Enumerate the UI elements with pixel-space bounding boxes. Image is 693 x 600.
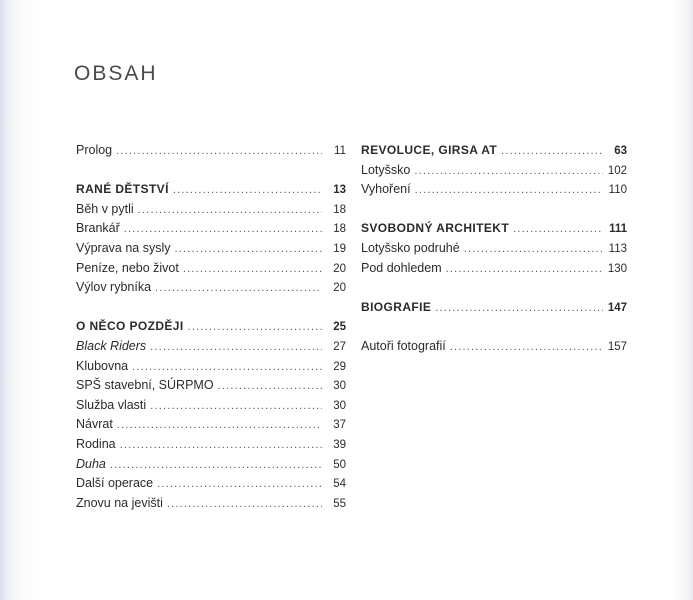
toc-page-number: 102: [607, 164, 627, 177]
toc-entry: [76, 202, 346, 222]
dot-leader: [218, 380, 322, 392]
toc-entry-title: Vyhoření: [361, 182, 411, 197]
toc-page-number: 50: [333, 458, 346, 471]
toc-entry: [361, 182, 627, 202]
toc-page-number: 130: [607, 262, 627, 275]
section-spacer: [361, 319, 627, 339]
toc-entry-title: RANÉ DĚTSTVÍ: [76, 182, 169, 197]
toc-entry: [76, 457, 346, 477]
toc-page-number: 63: [614, 145, 627, 157]
toc-entry: [76, 476, 346, 496]
dot-leader: [110, 459, 322, 471]
dot-leader: [501, 145, 603, 157]
toc-entry-title: REVOLUCE, GIRSA AT: [361, 143, 498, 157]
dot-leader: [132, 361, 322, 373]
dot-leader: [150, 400, 322, 412]
page-title: OBSAH: [74, 62, 158, 85]
toc-entry-title: Služba vlasti: [76, 397, 147, 412]
toc-entry: [76, 437, 346, 457]
toc-section-heading: [361, 300, 627, 320]
dot-leader: [157, 478, 322, 490]
dot-leader: [120, 439, 322, 451]
toc-entry-title: Lotyšsko: [361, 162, 411, 177]
toc-page-number: 110: [608, 184, 627, 197]
dot-leader: [414, 165, 603, 177]
toc-page-number: 27: [333, 340, 346, 353]
toc-entry-title: Výlov rybníka: [76, 280, 152, 295]
toc-entry-title: Výprava na sysly: [76, 240, 171, 255]
dot-leader: [435, 302, 603, 314]
section-spacer: [76, 300, 346, 320]
toc-entry-title: Peníze, nebo život: [76, 260, 179, 275]
dot-leader: [450, 341, 603, 353]
toc-page-number: 39: [333, 438, 346, 451]
toc-entry: [76, 241, 346, 261]
toc-entry-title: Black Riders: [76, 338, 147, 353]
toc-page-number: 111: [609, 223, 627, 236]
toc-entry-title: SVOBODNÝ ARCHITEKT: [361, 221, 510, 236]
toc-entry: [76, 496, 346, 516]
toc-page-number: 113: [608, 242, 627, 255]
dot-leader: [183, 263, 322, 275]
toc-entry-title: Pod dohledem: [361, 260, 442, 275]
toc-page-number: 29: [333, 360, 346, 373]
toc-entry-title: Duha: [76, 456, 106, 471]
toc-page-number: 13: [333, 184, 346, 197]
toc-page-number: 20: [333, 262, 346, 275]
toc-entry: [76, 417, 346, 437]
toc-page-number: 18: [333, 203, 346, 216]
toc-entry-title: Lotyšsko podruhé: [361, 240, 460, 255]
toc-entry: [361, 241, 627, 261]
toc-entry: [76, 221, 346, 241]
dot-leader: [155, 282, 322, 294]
dot-leader: [173, 184, 322, 196]
toc-page-number: 157: [607, 340, 627, 353]
toc-entry-title: Klubovna: [76, 358, 129, 373]
dot-leader: [116, 145, 322, 157]
toc-entry: [76, 359, 346, 379]
dot-leader: [124, 223, 322, 235]
toc-entry: [76, 261, 346, 281]
toc-entry: [76, 280, 346, 300]
toc-page-number: 11: [334, 145, 346, 157]
toc-entry: [76, 398, 346, 418]
toc-page-number: 30: [333, 399, 346, 412]
toc-entry: [76, 339, 346, 359]
toc-entry-title: Prolog: [76, 143, 113, 157]
toc-section-heading: [361, 143, 627, 163]
toc-entry: [361, 163, 627, 183]
toc-entry-title: Běh v pytli: [76, 201, 134, 216]
dot-leader: [167, 498, 322, 510]
section-spacer: [76, 163, 346, 183]
dot-leader: [446, 263, 603, 275]
dot-leader: [415, 184, 603, 196]
toc-entry-title: Brankář: [76, 221, 120, 236]
toc-entry-title: SPŠ stavební, SÚRPMO: [76, 378, 214, 393]
toc-page-number: 19: [333, 242, 346, 255]
toc-entry: [361, 339, 627, 359]
toc-page-number: 37: [333, 419, 346, 432]
toc-page-number: 55: [333, 497, 346, 510]
toc-page-number: 18: [333, 223, 346, 236]
toc-entry-title: Rodina: [76, 436, 116, 451]
dot-leader: [138, 204, 322, 216]
toc-entry-title: Návrat: [76, 417, 113, 432]
toc-entry: [361, 261, 627, 281]
toc-page-number: 30: [333, 380, 346, 393]
toc-page-number: 25: [333, 321, 346, 334]
toc-section-heading: [76, 319, 346, 339]
dot-leader: [513, 223, 603, 235]
toc-entry-title: O NĚCO POZDĚJI: [76, 319, 184, 334]
toc-entry-title: Autoři fotografií: [361, 338, 446, 353]
toc-entry-title: Znovu na jevišti: [76, 495, 163, 510]
dot-leader: [174, 243, 322, 255]
toc-page-number: 20: [333, 282, 346, 295]
dot-leader: [188, 321, 322, 333]
toc-page-number: 147: [607, 301, 627, 314]
section-spacer: [361, 202, 627, 222]
toc-entry: [76, 143, 346, 163]
section-spacer: [361, 280, 627, 300]
toc-entry-title: Další operace: [76, 476, 154, 491]
toc-section-heading: [76, 182, 346, 202]
toc-section-heading: [361, 221, 627, 241]
dot-leader: [150, 341, 322, 353]
toc-entry: [76, 378, 346, 398]
toc-page-number: 54: [333, 478, 346, 491]
dot-leader: [464, 243, 603, 255]
toc-left-column: [76, 143, 346, 515]
toc-entry-title: BIOGRAFIE: [361, 299, 432, 314]
toc-right-column: [361, 143, 627, 359]
dot-leader: [117, 419, 322, 431]
